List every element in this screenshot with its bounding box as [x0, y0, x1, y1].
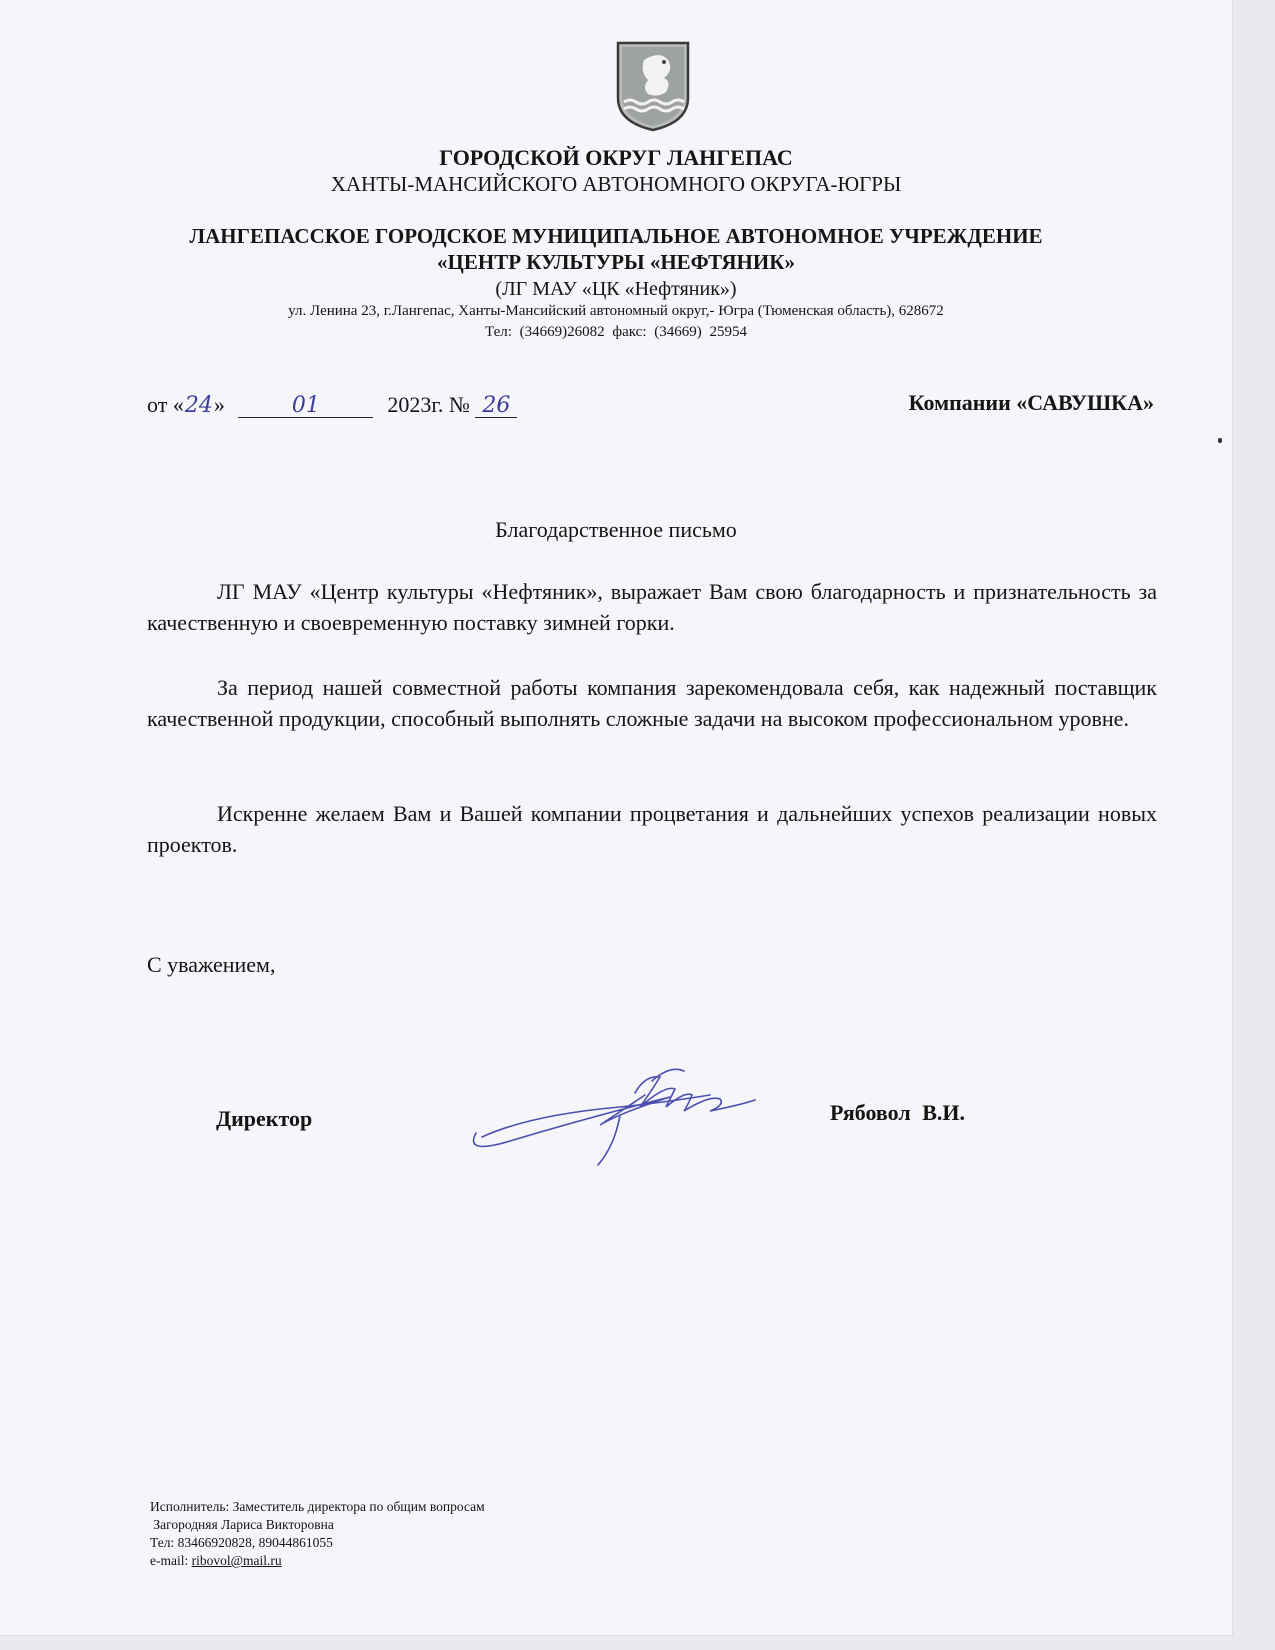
body-paragraph: [147, 672, 1157, 734]
executor-email-label: e-mail:: [150, 1553, 192, 1568]
date-day: 24: [184, 393, 213, 418]
signer-name: Рябовол В.И.: [830, 1100, 966, 1125]
coat-of-arms-icon: [614, 40, 692, 132]
date-number-line: [147, 392, 517, 418]
date-prefix: от «: [147, 392, 184, 417]
body-paragraph-text: ЛГ МАУ «Центр культуры «Нефтяник», выражает Вам свою благодарность и признательность за качественную и своевременную поставку зимней горки.: [147, 579, 1157, 635]
date-after-day: »: [213, 392, 225, 417]
closing-phrase: С уважением,: [147, 952, 276, 977]
document-number: 26: [475, 395, 517, 418]
executor-contact: [150, 1498, 485, 1570]
executor-title: Исполнитель: Заместитель директора по общим вопросам: [150, 1499, 485, 1514]
document-title: Благодарственное письмо: [495, 517, 737, 542]
date-month: 01: [238, 395, 373, 418]
body-paragraph-text: За период нашей совместной работы компания зарекомендовала себя, как надежный поставщик качественной продукции, способный выполнять сложные задачи на высоком профессиональном уровне.: [147, 675, 1157, 731]
header-region: ХАНТЫ-МАНСИЙСКОГО АВТОНОМНОГО ОКРУГА-ЮГРЫ: [330, 172, 902, 196]
header-abbreviation: (ЛГ МАУ «ЦК «Нефтяник»): [495, 278, 737, 300]
executor-phone: Тел: 83466920828, 89044861055: [150, 1535, 333, 1550]
recipient: Компании «САВУШКА»: [908, 390, 1154, 415]
header-city-district: ГОРОДСКОЙ ОКРУГ ЛАНГЕПАС: [439, 145, 793, 170]
header-address: ул. Ленина 23, г.Лангепас, Ханты-Мансийский автономный округ,- Югра (Тюменская область), 628672: [288, 303, 944, 319]
header-phone-fax: Тел: (34669)26082 факс: (34669) 25954: [485, 324, 747, 340]
body-paragraph-text: Искренне желаем Вам и Вашей компании процветания и дальнейших успехов реализации новых проектов.: [147, 801, 1157, 857]
executor-email-line: [150, 1552, 485, 1570]
scan-speck: [1218, 438, 1222, 443]
executor-email-link[interactable]: ribovol@mail.ru: [191, 1553, 282, 1568]
header-organization-line2: «ЦЕНТР КУЛЬТУРЫ «НЕФТЯНИК»: [437, 250, 795, 274]
signer-position: Директор: [216, 1106, 313, 1131]
handwritten-signature: [470, 1055, 790, 1175]
body-paragraph: [147, 798, 1157, 860]
header-organization-line1: ЛАНГЕПАССКОЕ ГОРОДСКОЕ МУНИЦИПАЛЬНОЕ АВТОНОМНОЕ УЧРЕЖДЕНИЕ: [189, 224, 1043, 248]
date-year-label: 2023г. №: [387, 392, 470, 417]
body-paragraph: [147, 576, 1157, 638]
executor-name: Загородняя Лариса Викторовна: [150, 1517, 334, 1532]
